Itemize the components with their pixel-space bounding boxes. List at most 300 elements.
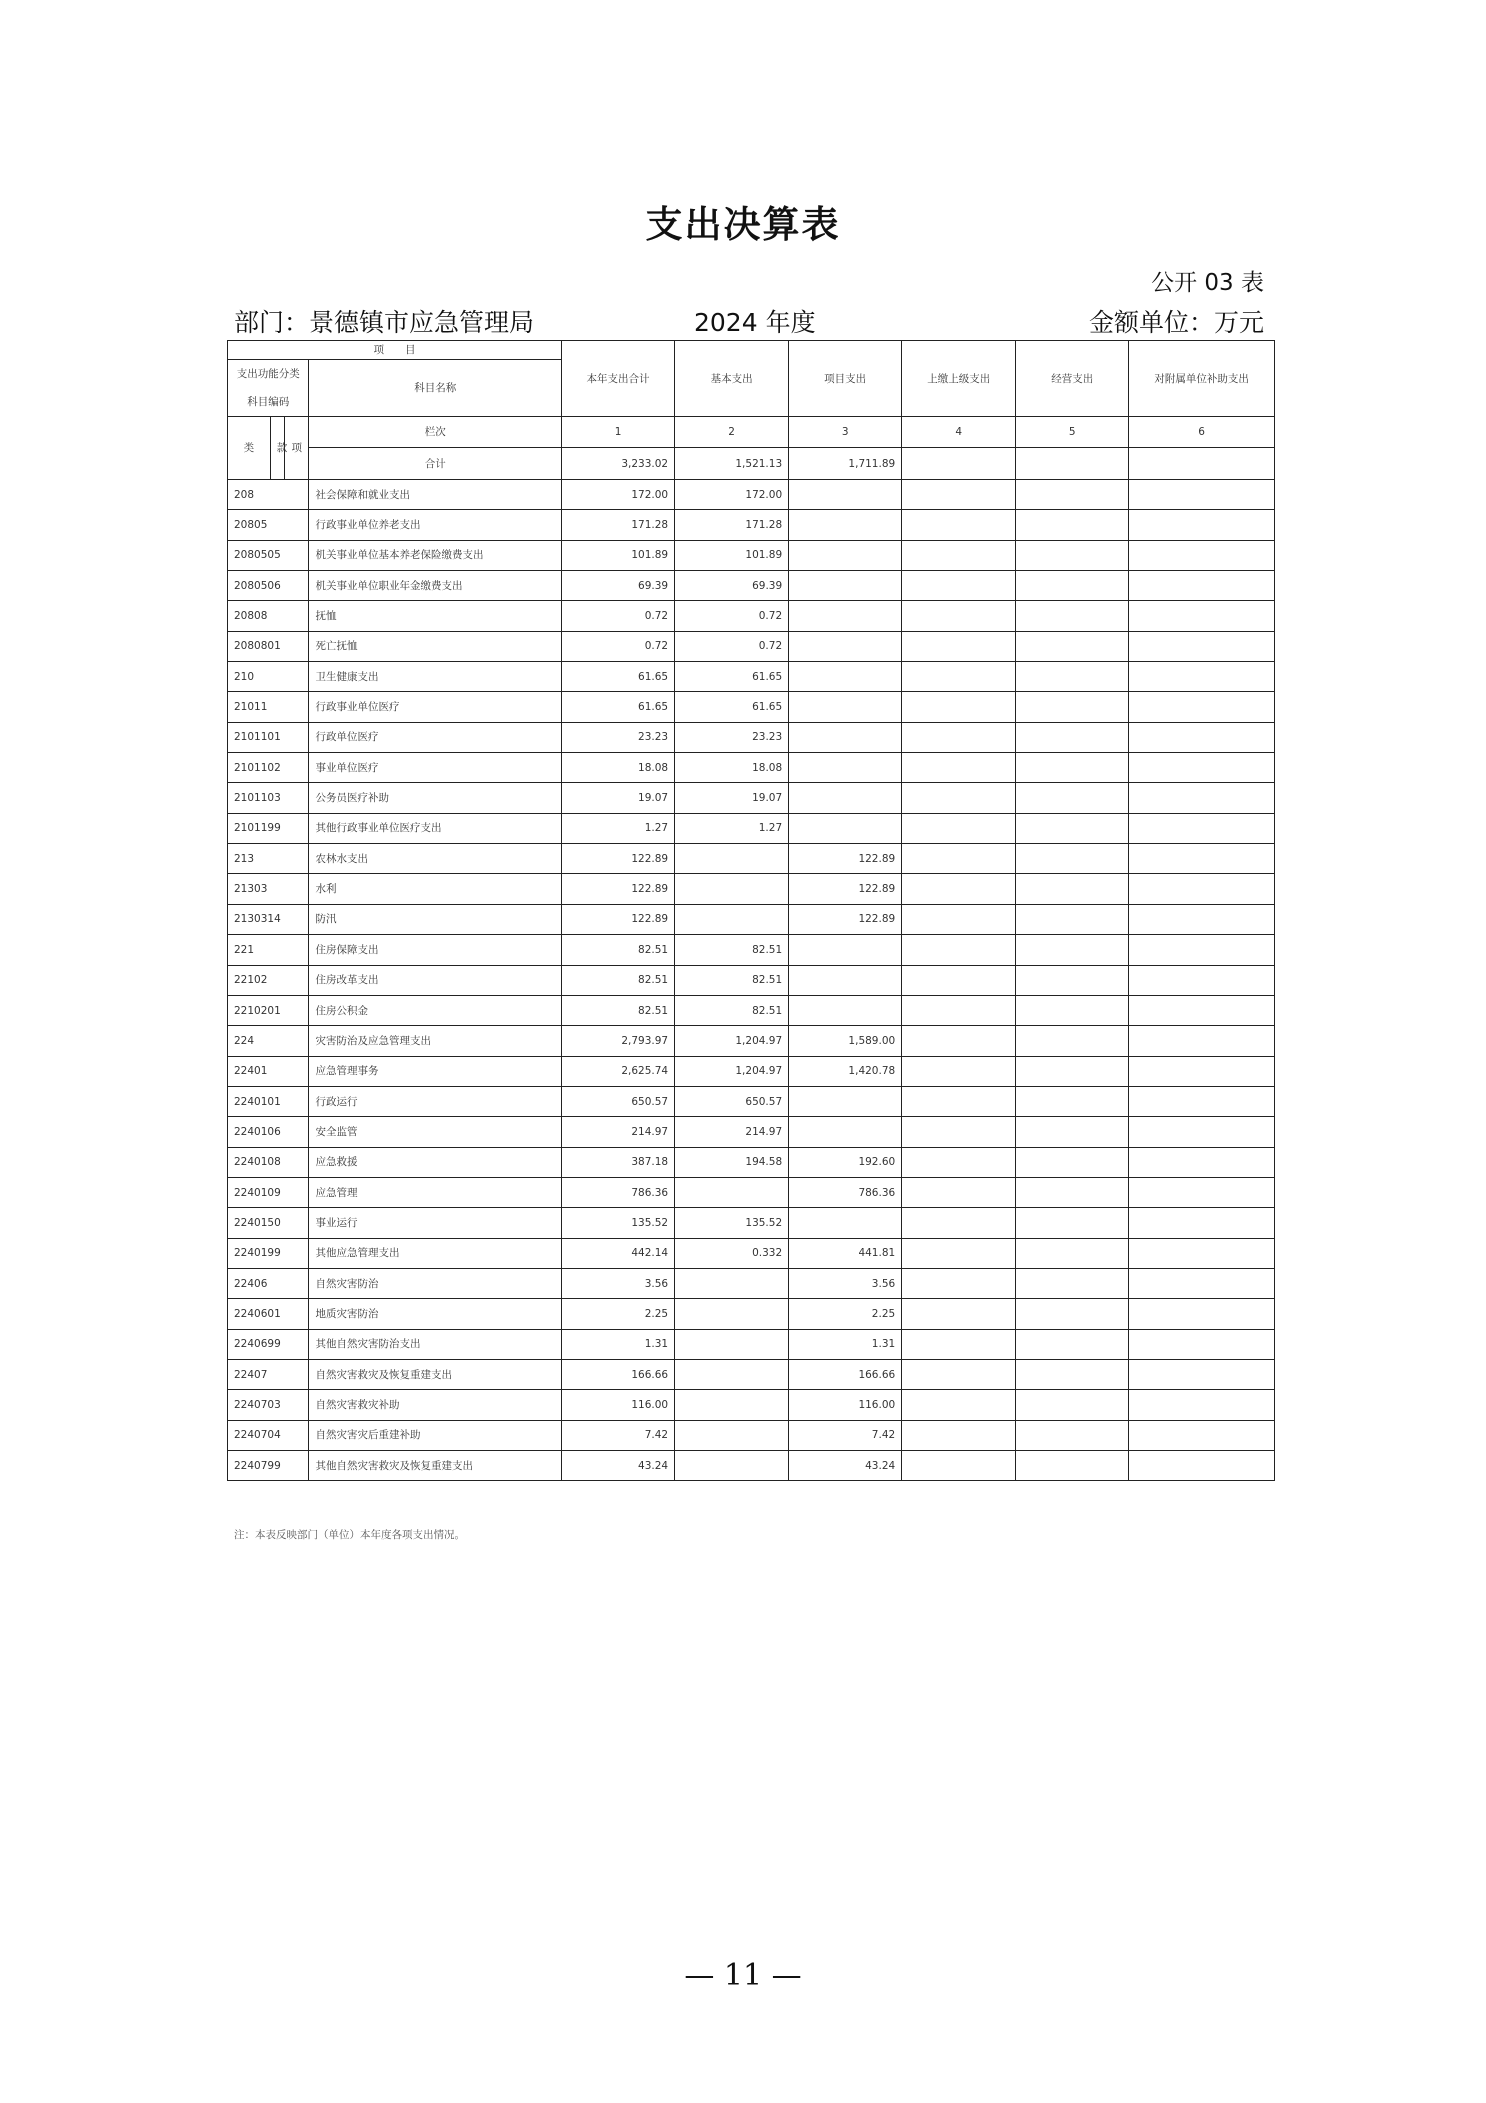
row-business (1016, 1268, 1129, 1298)
row-project (789, 540, 902, 570)
table-row (228, 1026, 1275, 1056)
row-subsidy (1129, 1086, 1275, 1116)
row-project (789, 783, 902, 813)
table-row (228, 783, 1275, 813)
row-subject-name: 住房公积金 (309, 995, 562, 1025)
col-header-subsidy: 对附属单位补助支出 (1129, 341, 1275, 417)
row-project: 122.89 (789, 844, 902, 874)
row-business (1016, 540, 1129, 570)
row-business (1016, 965, 1129, 995)
row-subject-name: 行政事业单位养老支出 (309, 510, 562, 540)
row-code: 20805 (228, 510, 309, 540)
row-project (789, 601, 902, 631)
row-code: 2101102 (228, 753, 309, 783)
row-business (1016, 1329, 1129, 1359)
row-upper (902, 1056, 1016, 1086)
row-project: 192.60 (789, 1147, 902, 1177)
row-subject-name: 公务员医疗补助 (309, 783, 562, 813)
row-code: 2210201 (228, 995, 309, 1025)
row-basic: 18.08 (675, 753, 789, 783)
row-total: 19.07 (562, 783, 675, 813)
row-basic: 23.23 (675, 722, 789, 752)
row-upper (902, 540, 1016, 570)
table-row (228, 540, 1275, 570)
row-upper (902, 1268, 1016, 1298)
page-title: 支出决算表 (645, 203, 841, 246)
row-subject-name: 住房改革支出 (309, 965, 562, 995)
row-code: 2240799 (228, 1451, 309, 1481)
row-upper (902, 1390, 1016, 1420)
row-upper (902, 1177, 1016, 1207)
row-subsidy (1129, 783, 1275, 813)
row-upper (902, 1420, 1016, 1450)
row-business (1016, 722, 1129, 752)
row-code: 2240704 (228, 1420, 309, 1450)
row-subsidy (1129, 1359, 1275, 1389)
row-code: 2130314 (228, 904, 309, 934)
table-row (228, 1056, 1275, 1086)
row-total: 82.51 (562, 995, 675, 1025)
row-upper (902, 631, 1016, 661)
col-number: 4 (902, 417, 1016, 448)
row-basic (675, 874, 789, 904)
row-total: 122.89 (562, 844, 675, 874)
row-total: 61.65 (562, 662, 675, 692)
row-basic: 61.65 (675, 662, 789, 692)
row-total: 43.24 (562, 1451, 675, 1481)
row-upper (902, 1208, 1016, 1238)
table-row (228, 1086, 1275, 1116)
row-subject-name: 行政运行 (309, 1086, 562, 1116)
project-header: 项 目 (228, 341, 562, 360)
row-subsidy (1129, 1208, 1275, 1238)
row-business (1016, 1238, 1129, 1268)
row-subject-name: 机关事业单位职业年金缴费支出 (309, 571, 562, 601)
lei-header: 类 (228, 417, 271, 480)
row-basic: 82.51 (675, 935, 789, 965)
row-total: 442.14 (562, 1238, 675, 1268)
row-business (1016, 571, 1129, 601)
row-subsidy (1129, 935, 1275, 965)
row-subsidy (1129, 1420, 1275, 1450)
row-code: 2240106 (228, 1117, 309, 1147)
total-amount: 3,233.02 (562, 448, 675, 480)
row-total: 786.36 (562, 1177, 675, 1207)
row-basic: 135.52 (675, 1208, 789, 1238)
row-upper (902, 662, 1016, 692)
row-subsidy (1129, 813, 1275, 843)
form-number: 公开 03 表 (1151, 270, 1264, 296)
table-row (228, 813, 1275, 843)
func-code-header: 支出功能分类科目编码 (228, 360, 309, 417)
table-row (228, 692, 1275, 722)
table-row (228, 965, 1275, 995)
row-upper (902, 1086, 1016, 1116)
table-row (228, 1451, 1275, 1481)
row-project: 1,589.00 (789, 1026, 902, 1056)
row-business (1016, 510, 1129, 540)
row-project: 43.24 (789, 1451, 902, 1481)
row-subject-name: 应急管理事务 (309, 1056, 562, 1086)
row-basic (675, 1359, 789, 1389)
table-row (228, 571, 1275, 601)
row-basic (675, 1420, 789, 1450)
row-project (789, 692, 902, 722)
row-total: 2,625.74 (562, 1056, 675, 1086)
row-upper (902, 783, 1016, 813)
row-subject-name: 抚恤 (309, 601, 562, 631)
row-business (1016, 995, 1129, 1025)
row-total: 2.25 (562, 1299, 675, 1329)
row-basic (675, 1329, 789, 1359)
row-project (789, 631, 902, 661)
row-project: 3.56 (789, 1268, 902, 1298)
row-basic (675, 1390, 789, 1420)
row-subsidy (1129, 571, 1275, 601)
row-code: 2240703 (228, 1390, 309, 1420)
row-project: 7.42 (789, 1420, 902, 1450)
row-code: 2080801 (228, 631, 309, 661)
row-basic: 69.39 (675, 571, 789, 601)
row-subsidy (1129, 510, 1275, 540)
expenditure-table (227, 340, 1275, 1481)
row-basic (675, 844, 789, 874)
row-code: 2101101 (228, 722, 309, 752)
row-subject-name: 行政单位医疗 (309, 722, 562, 752)
row-subsidy (1129, 540, 1275, 570)
row-business (1016, 753, 1129, 783)
row-subsidy (1129, 844, 1275, 874)
col-number: 2 (675, 417, 789, 448)
row-subsidy (1129, 965, 1275, 995)
row-subject-name: 安全监管 (309, 1117, 562, 1147)
row-upper (902, 935, 1016, 965)
row-upper (902, 995, 1016, 1025)
row-total: 171.28 (562, 510, 675, 540)
row-project (789, 662, 902, 692)
row-subsidy (1129, 1390, 1275, 1420)
row-code: 2240199 (228, 1238, 309, 1268)
row-code: 2080506 (228, 571, 309, 601)
row-code: 224 (228, 1026, 309, 1056)
row-basic: 0.72 (675, 631, 789, 661)
department-label: 部门：景德镇市应急管理局 (234, 308, 535, 337)
table-row (228, 631, 1275, 661)
row-upper (902, 692, 1016, 722)
row-upper (902, 1299, 1016, 1329)
row-subject-name: 卫生健康支出 (309, 662, 562, 692)
row-code: 2240699 (228, 1329, 309, 1359)
row-subsidy (1129, 904, 1275, 934)
row-total: 1.27 (562, 813, 675, 843)
row-subject-name: 农林水支出 (309, 844, 562, 874)
col-header-total: 本年支出合计 (562, 341, 675, 417)
total-business (1016, 448, 1129, 480)
row-subject-name: 防汛 (309, 904, 562, 934)
row-subject-name: 水利 (309, 874, 562, 904)
row-project (789, 813, 902, 843)
table-row (228, 510, 1275, 540)
row-subject-name: 灾害防治及应急管理支出 (309, 1026, 562, 1056)
row-code: 2240108 (228, 1147, 309, 1177)
row-business (1016, 480, 1129, 510)
row-subsidy (1129, 480, 1275, 510)
row-upper (902, 601, 1016, 631)
row-upper (902, 1451, 1016, 1481)
row-code: 21303 (228, 874, 309, 904)
row-subject-name: 死亡抚恤 (309, 631, 562, 661)
row-business (1016, 874, 1129, 904)
row-total: 172.00 (562, 480, 675, 510)
row-upper (902, 1117, 1016, 1147)
row-basic (675, 1299, 789, 1329)
table-row (228, 1329, 1275, 1359)
row-project (789, 722, 902, 752)
row-business (1016, 1056, 1129, 1086)
row-upper (902, 1329, 1016, 1359)
row-project: 786.36 (789, 1177, 902, 1207)
row-total: 0.72 (562, 601, 675, 631)
total-project: 1,711.89 (789, 448, 902, 480)
row-project: 441.81 (789, 1238, 902, 1268)
row-basic: 0.332 (675, 1238, 789, 1268)
row-subsidy (1129, 1117, 1275, 1147)
table-row (228, 1268, 1275, 1298)
row-subject-name: 其他自然灾害防治支出 (309, 1329, 562, 1359)
col-header-basic: 基本支出 (675, 341, 789, 417)
row-code: 21011 (228, 692, 309, 722)
year-label: 2024 年度 (694, 308, 816, 337)
row-subsidy (1129, 1268, 1275, 1298)
row-total: 122.89 (562, 874, 675, 904)
row-project: 116.00 (789, 1390, 902, 1420)
row-code: 2240109 (228, 1177, 309, 1207)
row-subject-name: 地质灾害防治 (309, 1299, 562, 1329)
row-project (789, 995, 902, 1025)
row-upper (902, 874, 1016, 904)
table-row (228, 904, 1275, 934)
row-code: 20808 (228, 601, 309, 631)
col-number: 1 (562, 417, 675, 448)
row-project (789, 480, 902, 510)
kuan-header: 款 (270, 417, 284, 480)
table-row (228, 844, 1275, 874)
row-subject-name: 事业单位医疗 (309, 753, 562, 783)
row-business (1016, 1299, 1129, 1329)
row-business (1016, 1147, 1129, 1177)
row-subject-name: 自然灾害防治 (309, 1268, 562, 1298)
row-code: 208 (228, 480, 309, 510)
row-basic: 82.51 (675, 995, 789, 1025)
row-subsidy (1129, 692, 1275, 722)
row-total: 82.51 (562, 935, 675, 965)
row-project: 122.89 (789, 874, 902, 904)
total-row (228, 448, 1275, 480)
row-subsidy (1129, 722, 1275, 752)
row-subject-name: 机关事业单位基本养老保险缴费支出 (309, 540, 562, 570)
row-business (1016, 1451, 1129, 1481)
row-basic (675, 1451, 789, 1481)
row-business (1016, 1359, 1129, 1389)
row-project: 166.66 (789, 1359, 902, 1389)
row-total: 650.57 (562, 1086, 675, 1116)
row-project: 1.31 (789, 1329, 902, 1359)
row-business (1016, 1390, 1129, 1420)
total-upper (902, 448, 1016, 480)
col-header-business: 经营支出 (1016, 341, 1129, 417)
row-business (1016, 1026, 1129, 1056)
row-project (789, 935, 902, 965)
row-subject-name: 自然灾害灾后重建补助 (309, 1420, 562, 1450)
row-total: 61.65 (562, 692, 675, 722)
row-subject-name: 行政事业单位医疗 (309, 692, 562, 722)
row-business (1016, 692, 1129, 722)
row-subsidy (1129, 995, 1275, 1025)
row-subsidy (1129, 1177, 1275, 1207)
row-subsidy (1129, 601, 1275, 631)
row-total: 101.89 (562, 540, 675, 570)
row-total: 18.08 (562, 753, 675, 783)
row-upper (902, 1238, 1016, 1268)
col-number: 3 (789, 417, 902, 448)
row-upper (902, 904, 1016, 934)
row-subsidy (1129, 874, 1275, 904)
row-business (1016, 935, 1129, 965)
table-row (228, 1177, 1275, 1207)
row-basic (675, 1177, 789, 1207)
lanci-label: 栏次 (309, 417, 562, 448)
row-basic: 194.58 (675, 1147, 789, 1177)
row-code: 22407 (228, 1359, 309, 1389)
row-total: 214.97 (562, 1117, 675, 1147)
row-business (1016, 904, 1129, 934)
row-code: 2240601 (228, 1299, 309, 1329)
row-upper (902, 480, 1016, 510)
row-business (1016, 1420, 1129, 1450)
row-code: 2240150 (228, 1208, 309, 1238)
row-subsidy (1129, 1451, 1275, 1481)
total-subsidy (1129, 448, 1275, 480)
table-row (228, 753, 1275, 783)
row-subject-name: 自然灾害救灾补助 (309, 1390, 562, 1420)
row-basic: 61.65 (675, 692, 789, 722)
row-project (789, 1086, 902, 1116)
row-business (1016, 662, 1129, 692)
row-subsidy (1129, 1299, 1275, 1329)
col-header-project: 项目支出 (789, 341, 902, 417)
row-subject-name: 应急管理 (309, 1177, 562, 1207)
row-total: 2,793.97 (562, 1026, 675, 1056)
table-row (228, 1147, 1275, 1177)
row-basic: 171.28 (675, 510, 789, 540)
footnote: 注：本表反映部门（单位）本年度各项支出情况。 (234, 1529, 465, 1541)
row-subsidy (1129, 753, 1275, 783)
row-total: 0.72 (562, 631, 675, 661)
table-row (228, 1299, 1275, 1329)
row-code: 22406 (228, 1268, 309, 1298)
row-upper (902, 1026, 1016, 1056)
row-subject-name: 自然灾害救灾及恢复重建支出 (309, 1359, 562, 1389)
row-subsidy (1129, 1147, 1275, 1177)
row-upper (902, 510, 1016, 540)
col-number: 5 (1016, 417, 1129, 448)
col-number: 6 (1129, 417, 1275, 448)
row-business (1016, 601, 1129, 631)
row-business (1016, 631, 1129, 661)
table-row (228, 480, 1275, 510)
row-code: 213 (228, 844, 309, 874)
row-total: 23.23 (562, 722, 675, 752)
row-upper (902, 571, 1016, 601)
row-basic: 82.51 (675, 965, 789, 995)
row-subsidy (1129, 631, 1275, 661)
row-basic: 19.07 (675, 783, 789, 813)
row-subject-name: 事业运行 (309, 1208, 562, 1238)
row-project (789, 965, 902, 995)
row-upper (902, 722, 1016, 752)
row-project (789, 571, 902, 601)
table-row (228, 601, 1275, 631)
table-row (228, 662, 1275, 692)
row-basic: 1,204.97 (675, 1026, 789, 1056)
row-project (789, 753, 902, 783)
table-row (228, 1117, 1275, 1147)
table-row (228, 722, 1275, 752)
table-row (228, 874, 1275, 904)
row-code: 2101199 (228, 813, 309, 843)
subject-name-header: 科目名称 (309, 360, 562, 417)
row-subsidy (1129, 1056, 1275, 1086)
row-subsidy (1129, 1026, 1275, 1056)
page-number: — 11 — (684, 1958, 802, 1993)
row-code: 221 (228, 935, 309, 965)
row-business (1016, 1208, 1129, 1238)
row-upper (902, 1147, 1016, 1177)
table-row (228, 1238, 1275, 1268)
total-label: 合计 (309, 448, 562, 480)
row-basic: 101.89 (675, 540, 789, 570)
row-business (1016, 813, 1129, 843)
row-project (789, 1117, 902, 1147)
row-upper (902, 753, 1016, 783)
row-basic (675, 1268, 789, 1298)
xiang-header: 项 (285, 417, 309, 480)
row-business (1016, 844, 1129, 874)
row-subject-name: 住房保障支出 (309, 935, 562, 965)
row-subsidy (1129, 662, 1275, 692)
row-subject-name: 其他自然灾害救灾及恢复重建支出 (309, 1451, 562, 1481)
row-project: 122.89 (789, 904, 902, 934)
table-row (228, 1359, 1275, 1389)
row-project (789, 510, 902, 540)
row-business (1016, 1177, 1129, 1207)
row-total: 122.89 (562, 904, 675, 934)
row-total: 135.52 (562, 1208, 675, 1238)
row-project (789, 1208, 902, 1238)
row-subject-name: 其他应急管理支出 (309, 1238, 562, 1268)
col-header-upper: 上缴上级支出 (902, 341, 1016, 417)
row-total: 116.00 (562, 1390, 675, 1420)
row-total: 82.51 (562, 965, 675, 995)
table-row (228, 1390, 1275, 1420)
row-upper (902, 844, 1016, 874)
row-basic: 1.27 (675, 813, 789, 843)
row-upper (902, 813, 1016, 843)
row-basic: 172.00 (675, 480, 789, 510)
row-basic: 1,204.97 (675, 1056, 789, 1086)
row-code: 22401 (228, 1056, 309, 1086)
table-row (228, 935, 1275, 965)
